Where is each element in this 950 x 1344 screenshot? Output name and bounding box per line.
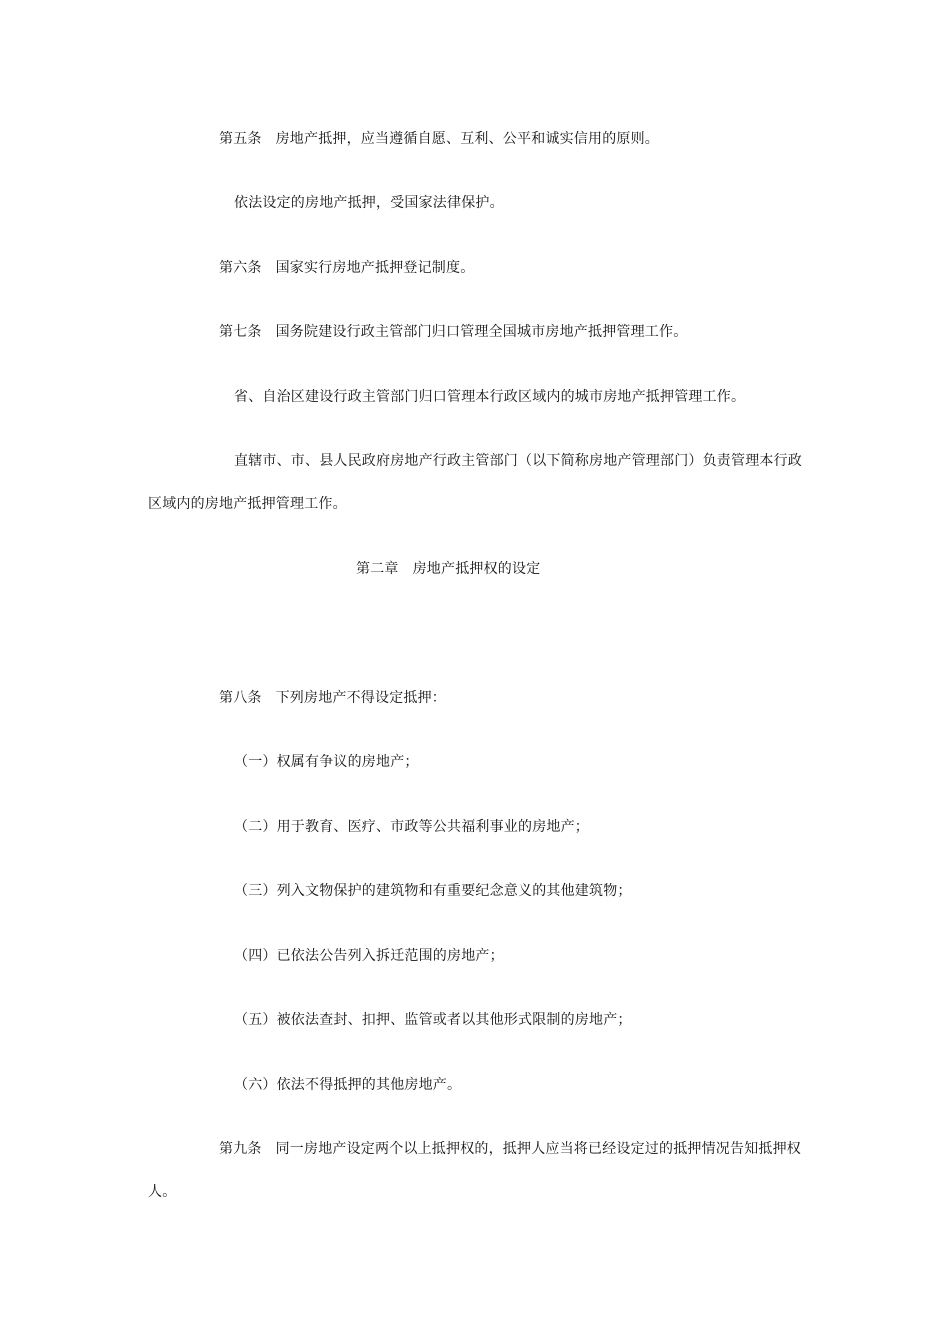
article-7-paragraph-2: 省、自治区建设行政主管部门归口管理本行政区域内的城市房地产抵押管理工作。 [234,389,746,405]
article-heading: 第七条 [219,324,262,340]
article-7-paragraph-3-line-1: 直辖市、市、县人民政府房地产行政主管部门（以下简称房地产管理部门）负责管理本行政 [234,453,802,469]
article-6 [219,258,474,278]
article-5 [219,129,659,149]
article-8-item-3: （三）列入文物保护的建筑物和有重要纪念意义的其他建筑物； [234,883,632,899]
article-9-line-1 [219,1139,801,1159]
article-heading: 第六条 [219,260,262,276]
article-5-paragraph-2: 依法设定的房地产抵押，受国家法律保护。 [234,195,504,211]
article-8-item-6: （六）依法不得抵押的其他房地产。 [234,1077,462,1093]
article-text: 房地产抵押，应当遵循自愿、互利、公平和诚实信用的原则。 [275,131,660,147]
article-7 [219,322,687,342]
article-8-item-4: （四）已依法公告列入拆迁范围的房地产； [234,948,504,964]
article-text: 同一房地产设定两个以上抵押权的，抵押人应当将已经设定过的抵押情况告知抵押权 [275,1141,802,1157]
article-heading: 第八条 [219,690,262,706]
article-8 [219,688,446,708]
article-9-line-2: 人。 [148,1184,177,1200]
article-8-item-2: （二）用于教育、医疗、市政等公共福利事业的房地产； [234,819,589,835]
chapter-2-heading [356,559,540,579]
article-text: 下列房地产不得设定抵押： [275,690,447,706]
chapter-title: 房地产抵押权的设定 [412,561,541,577]
article-heading: 第九条 [219,1141,262,1157]
article-8-item-5: （五）被依法查封、扣押、监管或者以其他形式限制的房地产； [234,1012,632,1028]
article-7-paragraph-3-line-2: 区域内的房地产抵押管理工作。 [148,496,347,512]
article-text: 国家实行房地产抵押登记制度。 [275,260,475,276]
article-heading: 第五条 [219,131,262,147]
article-8-item-1: （一）权属有争议的房地产； [234,754,419,770]
chapter-number: 第二章 [356,561,399,577]
article-text: 国务院建设行政主管部门归口管理全国城市房地产抵押管理工作。 [275,324,688,340]
